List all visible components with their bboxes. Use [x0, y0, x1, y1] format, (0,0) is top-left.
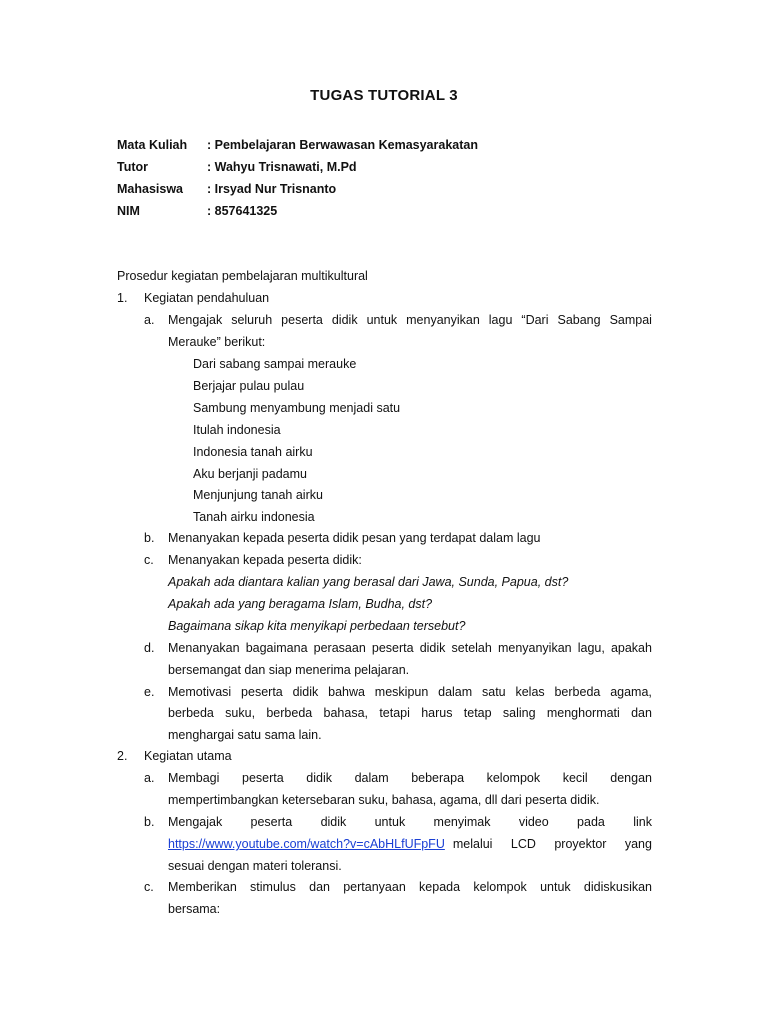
paragraph-line: bersemangat dan siap menerima pelajaran.	[168, 663, 410, 677]
paragraph-line: Menanyakan kepada peserta didik pesan yang terdapat dalam lagu	[168, 531, 541, 545]
word: video	[518, 815, 549, 829]
word: menyanyikan	[406, 313, 480, 327]
word: suku,	[225, 706, 256, 720]
word: dalam	[354, 771, 389, 785]
word: Membagi	[168, 771, 220, 785]
paragraph-line: mempertimbangkan ketersebaran suku, bahasa, agama, dll dari peserta didik.	[168, 793, 600, 807]
word: dan	[309, 880, 330, 894]
word: lagu	[488, 313, 513, 327]
word: peserta	[241, 685, 283, 699]
word: menyanyikan	[497, 641, 572, 655]
word: peserta	[250, 815, 293, 829]
word: berbeda	[554, 685, 601, 699]
lyric-line: Tanah airku indonesia	[193, 510, 315, 525]
word: seluruh	[231, 313, 273, 327]
justified-line	[168, 311, 652, 329]
item-marker: b.	[144, 815, 155, 829]
word: pada	[577, 815, 605, 829]
meta-key: Mahasiswa	[117, 182, 184, 196]
word: didiskusikan	[583, 880, 652, 894]
justified-line	[168, 639, 652, 657]
word: tetapi	[379, 706, 410, 720]
word: pertanyaan	[343, 880, 406, 894]
word: didik	[292, 685, 319, 699]
justified-line	[168, 813, 652, 831]
link-line-rest	[453, 835, 652, 853]
word: kecil	[562, 771, 588, 785]
word: Sampai	[609, 313, 652, 327]
paragraph-line: menghargai satu sama lain.	[168, 728, 322, 742]
word: kelas	[515, 685, 545, 699]
word: untuk	[374, 815, 406, 829]
item-marker: e.	[144, 685, 155, 699]
word: lagu,	[577, 641, 605, 655]
item-marker: b.	[144, 531, 155, 545]
item-marker: c.	[144, 880, 154, 894]
word: Sabang	[557, 313, 601, 327]
video-link[interactable]: https://www.youtube.com/watch?v=cAbHLfUFpFU	[168, 837, 445, 851]
meta-value: : Irsyad Nur Trisnanto	[207, 182, 337, 196]
paragraph-line: sesuai dengan materi toleransi.	[168, 859, 342, 873]
word: Memotivasi	[168, 685, 232, 699]
word: “Dari	[521, 313, 549, 327]
word: bahasa,	[323, 706, 369, 720]
word: stimulus	[250, 880, 296, 894]
word: yang	[624, 837, 652, 851]
word: tetap	[463, 706, 492, 720]
word: proyektor	[554, 837, 607, 851]
word: apakah	[610, 641, 652, 655]
word: Mengajak	[168, 815, 223, 829]
word: berbeda	[168, 706, 214, 720]
justified-line	[168, 769, 652, 787]
word: peserta	[242, 771, 284, 785]
item-marker: c.	[144, 553, 154, 567]
item-marker: d.	[144, 641, 155, 655]
word: melalui	[452, 837, 493, 851]
question-line: Bagaimana sikap kita menyikapi perbedaan tersebut?	[168, 619, 466, 633]
paragraph-line: bersama:	[168, 902, 221, 916]
lyric-line: Berjajar pulau pulau	[193, 378, 305, 393]
word: kelompok	[473, 880, 527, 894]
lyric-line: Dari sabang sampai merauke	[193, 357, 357, 371]
link-line	[168, 835, 652, 853]
intro-text: Prosedur kegiatan pembelajaran multikultural	[117, 269, 368, 283]
word: setelah	[451, 641, 492, 655]
word: Mengajak	[168, 313, 223, 327]
justified-line	[168, 704, 652, 722]
word: didik	[320, 815, 347, 829]
word: kepada	[419, 880, 461, 894]
lyric-line: Itulah indonesia	[193, 422, 281, 437]
word: meskipun	[374, 685, 429, 699]
word: perasaan	[313, 641, 366, 655]
word: menghormati	[546, 706, 620, 720]
section-heading: Kegiatan utama	[144, 749, 232, 763]
word: peserta	[281, 313, 323, 327]
word: peserta	[371, 641, 414, 655]
word: Menanyakan	[168, 641, 240, 655]
word: dan	[631, 706, 652, 720]
word: dalam	[438, 685, 473, 699]
word: untuk	[540, 880, 571, 894]
meta-key: Tutor	[117, 160, 149, 174]
justified-line	[168, 683, 652, 701]
word: dengan	[610, 771, 652, 785]
word: bagaimana	[245, 641, 308, 655]
question-line: Apakah ada yang beragama Islam, Budha, dst?	[168, 597, 433, 611]
section-heading: Kegiatan pendahuluan	[144, 291, 270, 305]
lyric-line: Aku berjanji padamu	[193, 466, 307, 481]
meta-key: Mata Kuliah	[117, 138, 188, 152]
section-number: 1.	[117, 291, 128, 305]
word: untuk	[366, 313, 398, 327]
word: berbeda	[266, 706, 313, 720]
word: didik	[419, 641, 446, 655]
item-marker: a.	[144, 313, 155, 327]
document-title: TUGAS TUTORIAL 3	[310, 87, 458, 104]
lyric-line: Menjunjung tanah airku	[193, 488, 323, 503]
meta-value: : Pembelajaran Berwawasan Kemasyarakatan	[207, 138, 478, 152]
paragraph-line: Merauke” berikut:	[168, 335, 266, 349]
word: link	[633, 815, 652, 829]
question-line: Apakah ada diantara kalian yang berasal dari Jawa, Sunda, Papua, dst?	[168, 575, 569, 589]
meta-value: : 857641325	[207, 204, 278, 218]
lyric-line: Indonesia tanah airku	[193, 444, 313, 459]
word: beberapa	[411, 771, 465, 785]
word: Memberikan	[168, 880, 237, 894]
word: kelompok	[486, 771, 541, 785]
meta-value: : Wahyu Trisnawati, M.Pd	[207, 160, 357, 174]
word: menyimak	[433, 815, 491, 829]
lyric-line: Sambung menyambung menjadi satu	[193, 400, 401, 415]
section-number: 2.	[117, 749, 128, 763]
word: satu	[482, 685, 506, 699]
paragraph-line: Menanyakan kepada peserta didik:	[168, 553, 362, 567]
word: didik	[331, 313, 358, 327]
word: LCD	[510, 837, 536, 851]
word: harus	[421, 706, 453, 720]
meta-key: NIM	[117, 204, 140, 218]
word: saling	[502, 706, 536, 720]
item-marker: a.	[144, 771, 155, 785]
word: didik	[306, 771, 332, 785]
word: agama,	[610, 685, 652, 699]
justified-line	[168, 878, 652, 896]
word: bahwa	[328, 685, 365, 699]
